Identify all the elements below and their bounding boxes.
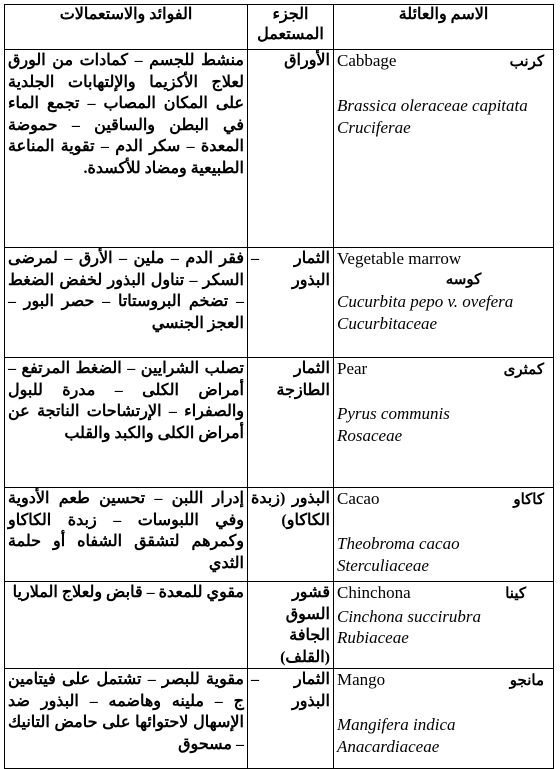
family-name: Cucurbitaceae bbox=[337, 313, 438, 333]
family-name: Sterculiaceae bbox=[337, 555, 429, 575]
plant-name-cell bbox=[334, 358, 554, 488]
species-name: Theobroma cacao bbox=[337, 534, 460, 553]
english-name: Cacao bbox=[337, 489, 380, 508]
uses-cell: مقوي للمعدة – قابض ولعلاج الملاريا bbox=[5, 582, 248, 669]
family-name: Cruciferae bbox=[337, 117, 411, 137]
header-part-used: الجزء المستعمل bbox=[248, 5, 334, 50]
part-used-cell: الثمار الطازجة bbox=[248, 358, 334, 488]
table-row bbox=[5, 50, 554, 248]
species-name: Pyrus communis bbox=[337, 404, 450, 423]
table-header-row bbox=[5, 5, 554, 50]
english-name: Mango bbox=[337, 670, 386, 689]
plant-name-cell bbox=[334, 669, 554, 769]
table-row bbox=[5, 582, 554, 669]
plant-name-cell bbox=[334, 582, 554, 669]
english-name: Chinchona bbox=[337, 583, 411, 602]
plants-table bbox=[4, 4, 554, 769]
uses-cell: فقر الدم – ملين – الأرق – لمرضى السكر – تناول البذور لخفض الضغط – تضخم البروستاتا – حصر البور – العجز الجنسي bbox=[5, 248, 248, 358]
header-benefits-uses: الفوائد والاستعمالات bbox=[5, 5, 248, 50]
table-row bbox=[5, 669, 554, 769]
part-used-cell: البذور (زبدة الكاكاو) bbox=[248, 488, 334, 582]
english-name: Vegetable marrow bbox=[337, 249, 462, 268]
uses-cell: منشط للجسم – كمادات من الورق لعلاج الأكزيما والإلتهابات الجلدية على المكان المصاب – تجمع الماء في البطن والساقين – حموضة المعدة – سكر الدم – تقوية المناعة الطبيعية ومضاد للأكسدة. bbox=[5, 50, 248, 248]
arabic-name: كاكاو bbox=[513, 492, 544, 508]
table-row bbox=[5, 488, 554, 582]
plant-name-cell bbox=[334, 488, 554, 582]
plant-name-cell bbox=[334, 248, 554, 358]
part-used-cell: الثمار – البذور bbox=[248, 669, 334, 769]
part-used-cell: قشور السوق الجافة (القلف) bbox=[248, 582, 334, 669]
table-row bbox=[5, 358, 554, 488]
species-name: Cinchona succirubra bbox=[337, 606, 482, 626]
arabic-name: مانجو bbox=[509, 673, 544, 689]
arabic-name: كرنب bbox=[509, 54, 544, 70]
species-name: Cucurbita pepo v. ovefera bbox=[337, 292, 514, 311]
uses-cell: تصلب الشرايين – الضغط المرتفع – أمراض الكلى – مدرة للبول والصفراء – الإرتشاحات الناتجة عن أمراض الكلى والكبد والقلب bbox=[5, 358, 248, 488]
arabic-name: كوسه bbox=[445, 271, 482, 288]
header-name-family: الاسم والعائلة bbox=[334, 5, 554, 50]
plant-name-cell bbox=[334, 50, 554, 248]
species-name: Brassica oleraceae capitata bbox=[337, 96, 528, 115]
english-name: Pear bbox=[337, 359, 368, 378]
part-used-cell: الأوراق bbox=[248, 50, 334, 248]
part-used-cell: الثمار – البذور bbox=[248, 248, 334, 358]
english-name: Cabbage bbox=[337, 51, 397, 70]
uses-cell: إدرار اللبن – تحسين طعم الأدوية وفي اللبوسات – زبدة الكاكاو وكمرهم لتشقق الشفاه أو حلمة الثدي bbox=[5, 488, 248, 582]
table-row bbox=[5, 248, 554, 358]
family-name: Rubiaceae bbox=[337, 628, 409, 647]
arabic-name: كمثرى bbox=[503, 362, 544, 378]
family-name: Anacardiaceae bbox=[337, 736, 440, 756]
family-name: Rosaceae bbox=[337, 425, 403, 445]
species-name: Mangifera indica bbox=[337, 715, 456, 734]
uses-cell: مقوية للبصر – تشتمل على فيتامين ج – ملينه وهاضمه – البذور ضد الإسهال لاحتوائها على حامض التانيك – مسحوق bbox=[5, 669, 248, 769]
arabic-name: كينا bbox=[505, 586, 526, 602]
